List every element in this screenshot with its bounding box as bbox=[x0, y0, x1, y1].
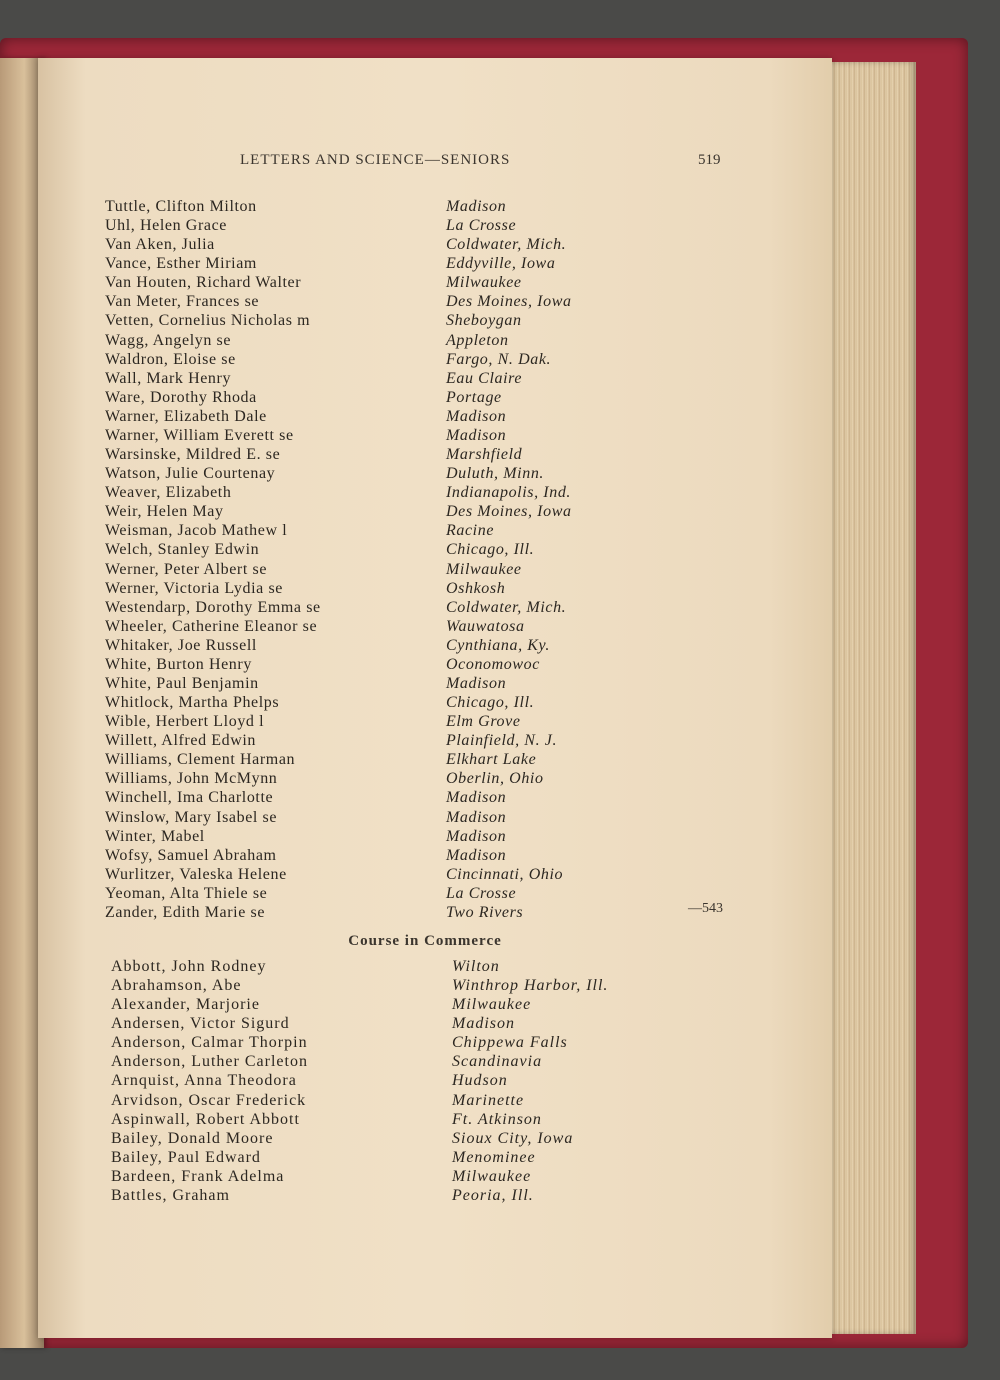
student-name: Williams, Clement Harman bbox=[105, 751, 296, 769]
hometown: Madison bbox=[446, 846, 507, 864]
student-name: Westendarp, Dorothy Emma se bbox=[105, 598, 321, 616]
hometown: Winthrop Harbor, Ill. bbox=[452, 977, 609, 995]
hometown: Milwaukee bbox=[452, 1167, 532, 1185]
list-item bbox=[0, 1014, 830, 1033]
list-item bbox=[0, 254, 830, 273]
hometown: Milwaukee bbox=[446, 274, 522, 292]
student-name: Whitlock, Martha Phelps bbox=[105, 694, 280, 712]
student-name: Van Meter, Frances se bbox=[105, 293, 260, 311]
hometown: Chicago, Ill. bbox=[446, 694, 535, 712]
list-item bbox=[0, 1033, 830, 1052]
student-name: Weir, Helen May bbox=[105, 503, 224, 521]
list-item bbox=[0, 976, 830, 995]
list-item bbox=[0, 957, 830, 976]
list-item bbox=[0, 1167, 830, 1186]
hometown: Madison bbox=[452, 1015, 515, 1033]
list-item bbox=[0, 445, 830, 464]
hometown: Racine bbox=[446, 522, 495, 540]
list-item bbox=[0, 197, 830, 216]
hometown: Elkhart Lake bbox=[446, 751, 537, 769]
student-name: White, Burton Henry bbox=[105, 655, 252, 673]
hometown: Cincinnati, Ohio bbox=[446, 865, 564, 883]
hometown: Milwaukee bbox=[452, 996, 532, 1014]
student-name: Werner, Victoria Lydia se bbox=[105, 579, 283, 597]
hometown: Oconomowoc bbox=[446, 655, 540, 673]
student-name: Abbott, John Rodney bbox=[111, 958, 267, 975]
student-name: White, Paul Benjamin bbox=[105, 675, 259, 692]
hometown: Portage bbox=[446, 388, 502, 406]
list-item bbox=[0, 693, 830, 712]
hometown: Madison bbox=[446, 426, 507, 444]
hometown: Sioux City, Iowa bbox=[452, 1129, 574, 1147]
student-name: Van Aken, Julia bbox=[105, 236, 215, 254]
list-item bbox=[0, 712, 830, 731]
list-item bbox=[0, 521, 830, 540]
hometown: Plainfield, N. J. bbox=[446, 732, 558, 750]
student-name: Wible, Herbert Lloyd l bbox=[105, 713, 265, 731]
student-name: Van Houten, Richard Walter bbox=[105, 274, 302, 292]
hometown: Peoria, Ill. bbox=[452, 1186, 534, 1204]
student-name: Alexander, Marjorie bbox=[111, 996, 260, 1014]
hometown: Madison bbox=[446, 675, 507, 692]
student-name: Andersen, Victor Sigurd bbox=[111, 1015, 290, 1033]
student-name: Wheeler, Catherine Eleanor se bbox=[105, 617, 318, 635]
hometown: Wilton bbox=[452, 958, 500, 975]
student-name: Wofsy, Samuel Abraham bbox=[105, 846, 277, 864]
hometown: Des Moines, Iowa bbox=[446, 293, 572, 311]
subtotal: —543 bbox=[688, 901, 723, 916]
student-name: Bailey, Paul Edward bbox=[111, 1148, 261, 1166]
list-item bbox=[0, 617, 830, 636]
hometown: Eau Claire bbox=[446, 369, 523, 387]
list-item bbox=[0, 388, 830, 407]
hometown: Oberlin, Ohio bbox=[446, 770, 544, 788]
list-item bbox=[0, 1148, 830, 1167]
list-item bbox=[0, 331, 830, 350]
list-item bbox=[0, 1071, 830, 1090]
student-name: Tuttle, Clifton Milton bbox=[105, 198, 257, 215]
student-name: Wall, Mark Henry bbox=[105, 369, 232, 387]
hometown: Wauwatosa bbox=[446, 617, 525, 635]
student-name: Yeoman, Alta Thiele se bbox=[105, 884, 268, 902]
hometown: Milwaukee bbox=[446, 560, 522, 578]
hometown: Marshfield bbox=[446, 446, 523, 464]
hometown: Hudson bbox=[452, 1072, 508, 1090]
list-item bbox=[0, 865, 830, 884]
student-name: Weaver, Elizabeth bbox=[105, 484, 232, 502]
list-item bbox=[0, 636, 830, 655]
list-item bbox=[0, 273, 830, 292]
list-item bbox=[0, 292, 830, 311]
hometown: Madison bbox=[446, 198, 507, 215]
student-name: Aspinwall, Robert Abbott bbox=[111, 1110, 300, 1128]
hometown: Elm Grove bbox=[446, 713, 521, 731]
student-name: Anderson, Calmar Thorpin bbox=[111, 1034, 308, 1052]
student-name: Warsinske, Mildred E. se bbox=[105, 446, 281, 464]
list-item bbox=[0, 350, 830, 369]
student-name: Warner, Elizabeth Dale bbox=[105, 407, 267, 425]
hometown: Coldwater, Mich. bbox=[446, 236, 567, 254]
hometown: Ft. Atkinson bbox=[452, 1110, 542, 1128]
list-item bbox=[0, 235, 830, 254]
hometown: Madison bbox=[446, 808, 507, 826]
list-item bbox=[0, 483, 830, 502]
student-name: Willett, Alfred Edwin bbox=[105, 732, 257, 750]
student-name: Anderson, Luther Carleton bbox=[111, 1053, 308, 1071]
student-name: Vetten, Cornelius Nicholas m bbox=[105, 312, 311, 330]
student-name: Battles, Graham bbox=[111, 1186, 230, 1204]
hometown: Marinette bbox=[452, 1091, 525, 1109]
student-name: Wurlitzer, Valeska Helene bbox=[105, 865, 287, 883]
hometown: Menominee bbox=[452, 1148, 536, 1166]
hometown: Cynthiana, Ky. bbox=[446, 636, 550, 654]
student-name: Winslow, Mary Isabel se bbox=[105, 808, 278, 826]
list-item bbox=[0, 502, 830, 521]
list-item bbox=[0, 995, 830, 1014]
student-name: Werner, Peter Albert se bbox=[105, 560, 268, 578]
student-name: Abrahamson, Abe bbox=[111, 977, 242, 995]
list-item bbox=[0, 579, 830, 598]
list-item bbox=[0, 846, 830, 865]
list-item bbox=[0, 598, 830, 617]
hometown: Appleton bbox=[446, 331, 509, 349]
list-item bbox=[0, 426, 830, 445]
list-item bbox=[0, 540, 830, 559]
student-name: Wagg, Angelyn se bbox=[105, 331, 232, 349]
section-heading: Course in Commerce bbox=[348, 933, 502, 949]
list-item bbox=[0, 827, 830, 846]
hometown: Coldwater, Mich. bbox=[446, 598, 567, 616]
hometown: Fargo, N. Dak. bbox=[446, 350, 552, 368]
hometown: Indianapolis, Ind. bbox=[446, 484, 572, 502]
student-name: Vance, Esther Miriam bbox=[105, 255, 257, 273]
hometown: Duluth, Minn. bbox=[446, 465, 545, 483]
hometown: Sheboygan bbox=[446, 312, 522, 330]
student-name: Ware, Dorothy Rhoda bbox=[105, 388, 257, 406]
list-item bbox=[0, 560, 830, 579]
hometown: La Crosse bbox=[446, 217, 517, 235]
list-item bbox=[0, 731, 830, 750]
list-item bbox=[0, 1052, 830, 1071]
hometown: La Crosse bbox=[446, 884, 517, 902]
hometown: Chicago, Ill. bbox=[446, 541, 535, 559]
student-name: Arvidson, Oscar Frederick bbox=[111, 1091, 307, 1109]
running-header: LETTERS AND SCIENCE—SENIORS bbox=[240, 152, 511, 168]
list-item bbox=[0, 788, 830, 807]
hometown: Oshkosh bbox=[446, 579, 506, 597]
student-name: Arnquist, Anna Theodora bbox=[111, 1072, 297, 1090]
list-item bbox=[0, 1129, 830, 1148]
list-item bbox=[0, 655, 830, 674]
hometown: Two Rivers bbox=[446, 903, 524, 921]
list-item bbox=[0, 674, 830, 693]
student-name: Zander, Edith Marie se bbox=[105, 903, 266, 921]
list-item bbox=[0, 1091, 830, 1110]
student-name: Warner, William Everett se bbox=[105, 426, 294, 444]
list-item bbox=[0, 1110, 830, 1129]
hometown: Madison bbox=[446, 827, 507, 845]
list-item bbox=[0, 464, 830, 483]
student-name: Welch, Stanley Edwin bbox=[105, 541, 260, 559]
hometown: Scandinavia bbox=[452, 1053, 543, 1071]
list-item bbox=[0, 407, 830, 426]
list-item bbox=[0, 808, 830, 827]
page-number: 519 bbox=[698, 152, 721, 168]
student-name: Bardeen, Frank Adelma bbox=[111, 1167, 285, 1185]
hometown: Eddyville, Iowa bbox=[446, 255, 556, 273]
student-name: Whitaker, Joe Russell bbox=[105, 636, 257, 654]
hometown: Des Moines, Iowa bbox=[446, 503, 572, 521]
student-name: Winchell, Ima Charlotte bbox=[105, 789, 274, 807]
student-name: Winter, Mabel bbox=[105, 827, 205, 845]
student-name: Bailey, Donald Moore bbox=[111, 1129, 274, 1147]
student-name: Waldron, Eloise se bbox=[105, 350, 236, 368]
student-name: Watson, Julie Courtenay bbox=[105, 465, 276, 483]
hometown: Chippewa Falls bbox=[452, 1034, 568, 1052]
list-item bbox=[0, 769, 830, 788]
list-item bbox=[0, 369, 830, 388]
student-name: Williams, John McMynn bbox=[105, 770, 278, 788]
list-item bbox=[0, 750, 830, 769]
list-item bbox=[0, 1186, 830, 1205]
list-item bbox=[0, 311, 830, 330]
hometown: Madison bbox=[446, 407, 507, 425]
student-name: Weisman, Jacob Mathew l bbox=[105, 522, 288, 540]
page-block-edges bbox=[826, 62, 916, 1334]
list-item bbox=[0, 216, 830, 235]
hometown: Madison bbox=[446, 789, 507, 807]
student-name: Uhl, Helen Grace bbox=[105, 217, 227, 235]
